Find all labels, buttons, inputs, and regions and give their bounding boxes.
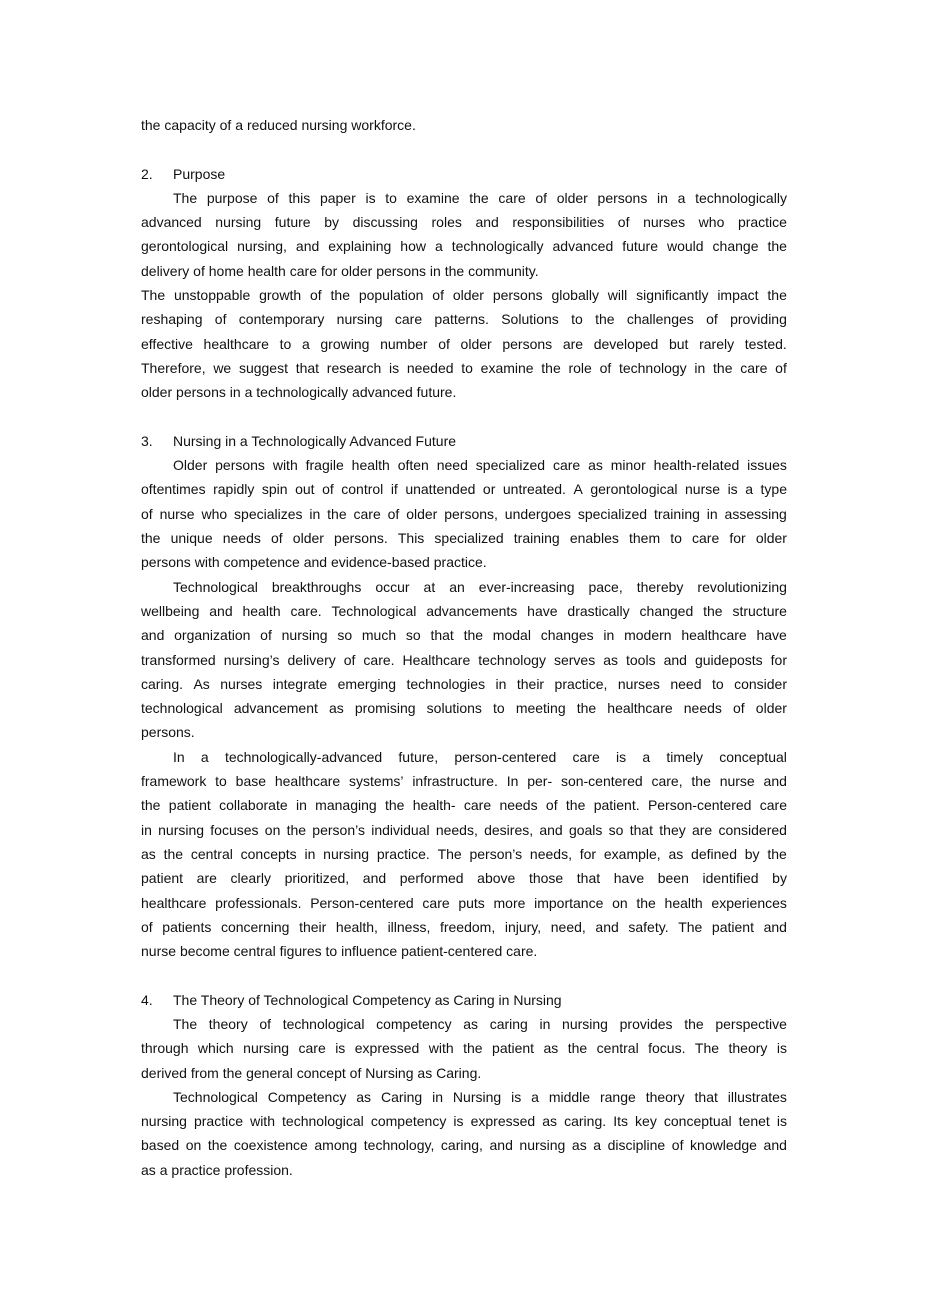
text-line: The unstoppable growth of the population of older persons globally will significantly impact the bbox=[141, 287, 787, 304]
section-heading bbox=[141, 988, 787, 1012]
text-line: In a technologically-advanced future, person-centered care is a timely conceptual bbox=[173, 748, 787, 765]
paragraph bbox=[141, 186, 787, 283]
text-line: gerontological nursing, and explaining how a technologically advanced future would change the bbox=[141, 238, 787, 255]
text-line: effective healthcare to a growing number of older persons are developed but rarely tested. bbox=[141, 335, 787, 352]
section-number: 3. bbox=[141, 432, 153, 449]
text-line: wellbeing and health care. Technological advancements have drastically changed the structure bbox=[141, 602, 787, 619]
section-title: The Theory of Technological Competency as Caring in Nursing bbox=[173, 991, 562, 1008]
document-page bbox=[141, 113, 787, 1182]
text-line: reshaping of contemporary nursing care patterns. Solutions to the challenges of providing bbox=[141, 311, 787, 328]
section-number: 2. bbox=[141, 165, 153, 182]
text-line: as the central concepts in nursing practice. The person’s needs, for example, as defined by the bbox=[141, 845, 787, 862]
text-line: caring. As nurses integrate emerging technologies in their practice, nurses need to consider bbox=[141, 675, 787, 692]
text-line: technological advancement as promising solutions to meeting the healthcare needs of older bbox=[141, 700, 787, 717]
text-line: oftentimes rapidly spin out of control if unattended or untreated. A gerontological nurse is a type bbox=[141, 481, 787, 498]
text-line: derived from the general concept of Nursing as Caring. bbox=[141, 1064, 482, 1081]
text-line: of nurse who specializes in the care of older persons, undergoes specialized training in assessing bbox=[141, 505, 787, 522]
paragraph bbox=[141, 1085, 787, 1182]
text-line: The theory of technological competency as caring in nursing provides the perspective bbox=[173, 1015, 787, 1032]
text-line: advanced nursing future by discussing roles and responsibilities of nurses who practice bbox=[141, 214, 787, 231]
text-line: patient are clearly prioritized, and performed above those that have been identified by bbox=[141, 870, 787, 887]
blank-line bbox=[141, 963, 787, 987]
text-line: Technological Competency as Caring in Nursing is a middle range theory that illustrates bbox=[173, 1088, 787, 1105]
text-line: and organization of nursing so much so that the modal changes in modern healthcare have bbox=[141, 627, 787, 644]
blank-line bbox=[141, 405, 787, 429]
text-line: Technological breakthroughs occur at an ever-increasing pace, thereby revolutionizing bbox=[173, 578, 787, 595]
section-heading bbox=[141, 162, 787, 186]
text-line: in nursing focuses on the person’s individual needs, desires, and goals so that they are considered bbox=[141, 821, 787, 838]
paragraph bbox=[141, 745, 787, 964]
text-line: the capacity of a reduced nursing workforce. bbox=[141, 117, 416, 133]
text-line: Therefore, we suggest that research is needed to examine the role of technology in the care of bbox=[141, 359, 787, 376]
paragraph bbox=[141, 1012, 787, 1085]
paragraph bbox=[141, 453, 787, 574]
text-line: older persons in a technologically advanced future. bbox=[141, 384, 457, 401]
text-line: Older persons with fragile health often need specialized care as minor health-related issues bbox=[173, 457, 787, 474]
section-number: 4. bbox=[141, 991, 153, 1008]
section-title: Nursing in a Technologically Advanced Future bbox=[173, 432, 457, 449]
text-line: of patients concerning their health, illness, freedom, injury, need, and safety. The patient and bbox=[141, 918, 787, 935]
paragraph bbox=[141, 283, 787, 404]
text-line: the unique needs of older persons. This specialized training enables them to care for older bbox=[141, 530, 787, 547]
paragraph bbox=[141, 113, 787, 137]
text-line: The purpose of this paper is to examine the care of older persons in a technologically bbox=[173, 189, 787, 206]
text-line: the patient collaborate in managing the health- care needs of the patient. Person-centered care bbox=[141, 797, 787, 814]
text-line: through which nursing care is expressed with the patient as the central focus. The theory is bbox=[141, 1040, 787, 1057]
text-line: nursing practice with technological competency is expressed as caring. Its key conceptual tenet is bbox=[141, 1113, 787, 1130]
text-line: delivery of home health care for older persons in the community. bbox=[141, 262, 539, 279]
text-line: nurse become central figures to influence patient-centered care. bbox=[141, 943, 538, 960]
section-heading bbox=[141, 429, 787, 453]
text-line: healthcare professionals. Person-centered care puts more importance on the health experiences bbox=[141, 894, 787, 911]
text-line: based on the coexistence among technology, caring, and nursing as a discipline of knowledge and bbox=[141, 1137, 787, 1154]
text-line: persons with competence and evidence-based practice. bbox=[141, 554, 487, 571]
blank-line bbox=[141, 137, 787, 161]
text-line: persons. bbox=[141, 724, 195, 741]
text-line: transformed nursing’s delivery of care. Healthcare technology serves as tools and guideposts for bbox=[141, 651, 787, 668]
text-line: framework to base healthcare systems’ infrastructure. In per- son-centered care, the nurse and bbox=[141, 773, 787, 790]
text-line: as a practice profession. bbox=[141, 1161, 293, 1178]
section-title: Purpose bbox=[173, 165, 226, 182]
paragraph bbox=[141, 575, 787, 745]
